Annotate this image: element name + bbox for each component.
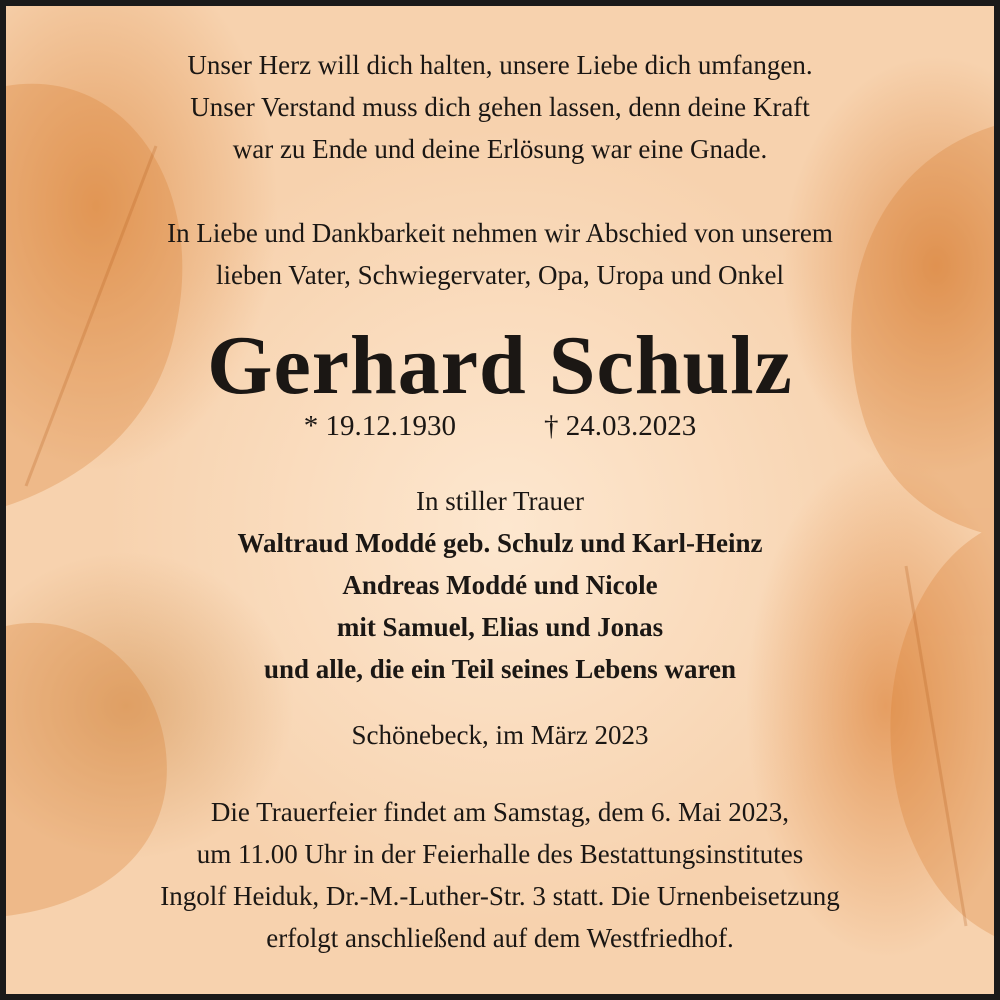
funeral-service-info bbox=[12, 791, 988, 959]
service-line: um 11.00 Uhr in der Feierhalle des Bestattungsinstitutes bbox=[196, 839, 804, 869]
intro-line: lieben Vater, Schwiegervater, Opa, Uropa und Onkel bbox=[216, 260, 784, 290]
mourner-line: und alle, die ein Teil seines Lebens waren bbox=[263, 654, 737, 684]
life-dates bbox=[12, 404, 988, 448]
farewell-intro bbox=[12, 212, 988, 296]
deceased-name: Gerhard Schulz bbox=[207, 319, 793, 412]
death-date: † 24.03.2023 bbox=[544, 410, 697, 442]
service-line: Ingolf Heiduk, Dr.-M.-Luther-Str. 3 statt. Die Urnenbeisetzung bbox=[160, 881, 840, 911]
mourner-line: Andreas Moddé und Nicole bbox=[342, 570, 658, 600]
intro-line: In Liebe und Dankbarkeit nehmen wir Abschied von unserem bbox=[167, 218, 833, 248]
memorial-verse bbox=[12, 44, 988, 170]
place-date: Schönebeck, im März 2023 bbox=[351, 720, 649, 750]
service-line: Die Trauerfeier findet am Samstag, dem 6. Mai 2023, bbox=[210, 797, 790, 827]
mourners-list bbox=[12, 522, 988, 690]
mourner-line: Waltraud Moddé geb. Schulz und Karl-Heinz bbox=[237, 528, 763, 558]
mourner-line: mit Samuel, Elias und Jonas bbox=[336, 612, 664, 642]
birth-date: * 19.12.1930 bbox=[303, 410, 456, 442]
verse-line: war zu Ende und deine Erlösung war eine Gnade. bbox=[232, 134, 768, 164]
verse-line: Unser Verstand muss dich gehen lassen, denn deine Kraft bbox=[190, 92, 810, 122]
verse-line: Unser Herz will dich halten, unsere Liebe dich umfangen. bbox=[187, 50, 813, 80]
mourning-intro: In stiller Trauer bbox=[416, 486, 584, 516]
service-line: erfolgt anschließend auf dem Westfriedhof. bbox=[266, 923, 734, 953]
